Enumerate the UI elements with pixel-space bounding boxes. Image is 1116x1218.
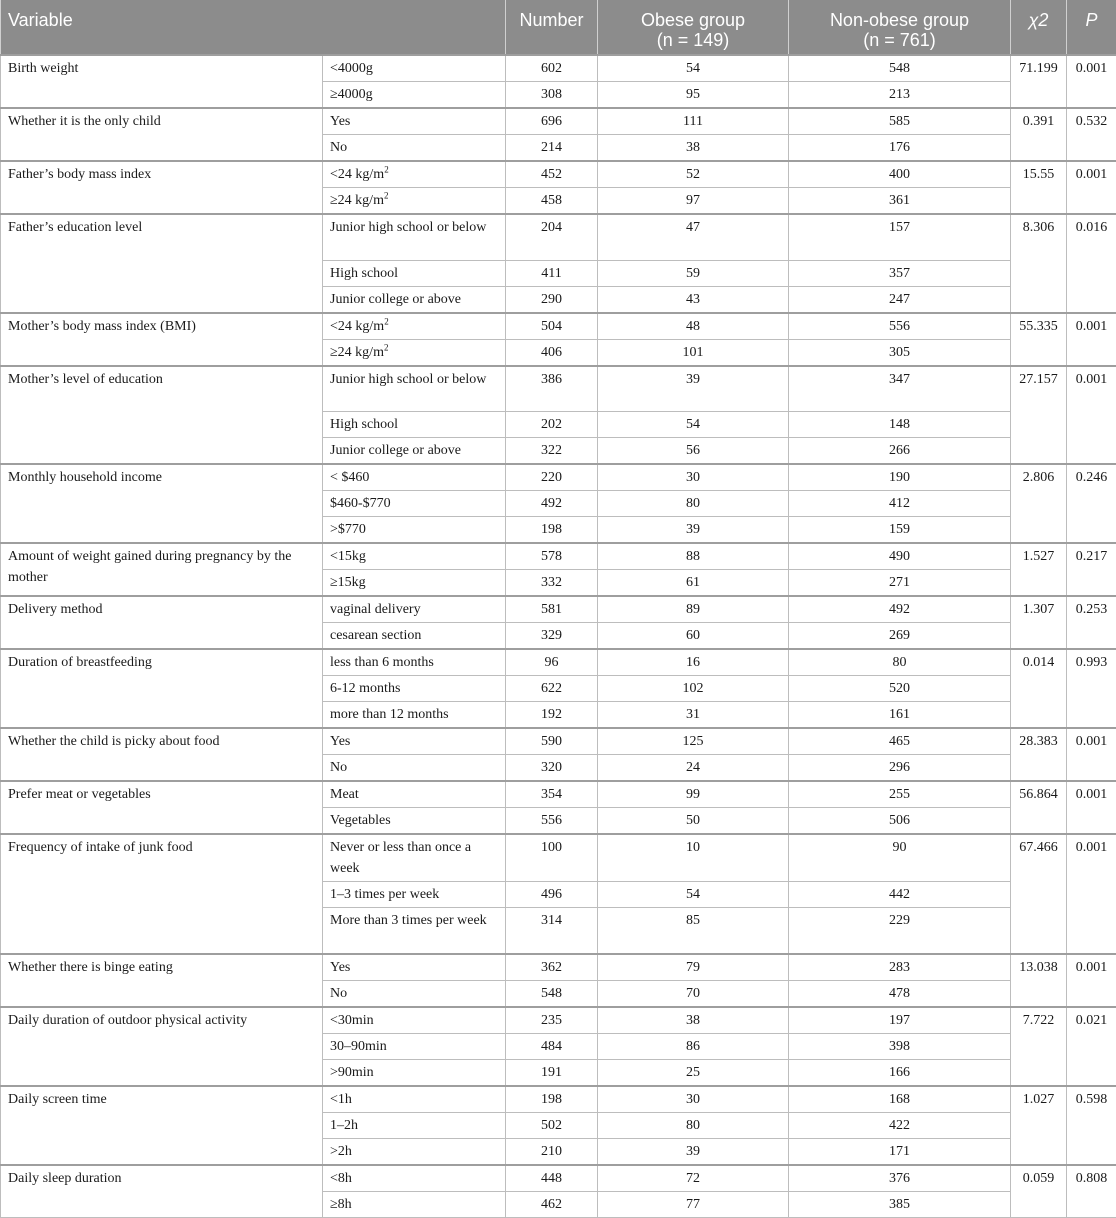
obese-cell: 72 — [598, 1165, 789, 1192]
number-cell: 548 — [506, 980, 598, 1007]
variable-cell: Father’s body mass index — [1, 161, 323, 214]
table-row — [1, 781, 1116, 808]
nonobese-cell: 80 — [789, 649, 1011, 676]
chi2-cell: 71.199 — [1011, 55, 1067, 108]
chi2-cell: 13.038 — [1011, 954, 1067, 1007]
number-cell: 602 — [506, 55, 598, 82]
obese-cell: 48 — [598, 313, 789, 340]
header-nonobese-n: (n = 761) — [863, 30, 936, 50]
nonobese-cell: 465 — [789, 728, 1011, 755]
level-cell — [323, 834, 506, 882]
level-cell — [323, 676, 506, 702]
obese-cell: 25 — [598, 1059, 789, 1086]
table-row — [1, 108, 1116, 135]
level-label: >2h — [330, 1144, 352, 1159]
p-value-cell: 0.246 — [1067, 464, 1116, 543]
level-label: < $460 — [330, 470, 369, 485]
nonobese-cell: 161 — [789, 702, 1011, 729]
number-cell: 100 — [506, 834, 598, 882]
chi2-cell: 7.722 — [1011, 1007, 1067, 1086]
number-cell: 329 — [506, 623, 598, 650]
header-chi2 — [1011, 0, 1067, 55]
number-cell: 320 — [506, 755, 598, 782]
nonobese-cell: 398 — [789, 1033, 1011, 1059]
p-value-cell: 0.001 — [1067, 781, 1116, 834]
level-label: More than 3 times per week — [330, 913, 487, 928]
variable-cell: Mother’s level of education — [1, 366, 323, 465]
obese-cell: 56 — [598, 438, 789, 465]
number-cell: 322 — [506, 438, 598, 465]
chi2-cell: 27.157 — [1011, 366, 1067, 465]
p-value-cell: 0.808 — [1067, 1165, 1116, 1218]
nonobese-cell: 520 — [789, 676, 1011, 702]
level-cell — [323, 649, 506, 676]
nonobese-cell: 361 — [789, 188, 1011, 215]
obese-cell: 54 — [598, 55, 789, 82]
number-cell: 290 — [506, 286, 598, 313]
variable-cell: Whether the child is picky about food — [1, 728, 323, 781]
number-cell: 502 — [506, 1112, 598, 1138]
obese-cell: 30 — [598, 464, 789, 491]
nonobese-cell: 305 — [789, 339, 1011, 366]
level-superscript: 2 — [384, 316, 389, 326]
variable-cell: Birth weight — [1, 55, 323, 108]
nonobese-cell: 247 — [789, 286, 1011, 313]
level-cell — [323, 808, 506, 835]
number-cell: 696 — [506, 108, 598, 135]
level-cell — [323, 543, 506, 570]
nonobese-cell: 492 — [789, 596, 1011, 623]
level-cell — [323, 908, 506, 954]
obese-cell: 99 — [598, 781, 789, 808]
nonobese-cell: 229 — [789, 908, 1011, 954]
obese-cell: 38 — [598, 1007, 789, 1034]
obese-cell: 86 — [598, 1033, 789, 1059]
level-label: High school — [330, 417, 398, 432]
table-body — [1, 55, 1116, 1217]
chi2-cell: 67.466 — [1011, 834, 1067, 954]
number-cell: 622 — [506, 676, 598, 702]
level-cell — [323, 570, 506, 597]
number-cell: 581 — [506, 596, 598, 623]
obese-cell: 38 — [598, 135, 789, 162]
nonobese-cell: 283 — [789, 954, 1011, 981]
level-cell — [323, 260, 506, 286]
number-cell: 411 — [506, 260, 598, 286]
nonobese-cell: 548 — [789, 55, 1011, 82]
table-row — [1, 464, 1116, 491]
nonobese-cell: 442 — [789, 882, 1011, 908]
level-label: Junior college or above — [330, 292, 461, 307]
level-label: Yes — [330, 960, 350, 975]
table-row — [1, 161, 1116, 188]
level-cell — [323, 55, 506, 82]
number-cell: 192 — [506, 702, 598, 729]
level-cell — [323, 366, 506, 412]
header-nonobese-group — [789, 0, 1011, 55]
p-value-cell: 0.532 — [1067, 108, 1116, 161]
obese-cell: 125 — [598, 728, 789, 755]
obese-cell: 61 — [598, 570, 789, 597]
level-cell — [323, 491, 506, 517]
number-cell: 448 — [506, 1165, 598, 1192]
obese-cell: 80 — [598, 1112, 789, 1138]
obese-cell: 52 — [598, 161, 789, 188]
chi2-cell: 28.383 — [1011, 728, 1067, 781]
table-row — [1, 1165, 1116, 1192]
nonobese-cell: 269 — [789, 623, 1011, 650]
nonobese-cell: 168 — [789, 1086, 1011, 1113]
level-cell — [323, 980, 506, 1007]
nonobese-cell: 385 — [789, 1191, 1011, 1217]
number-cell: 556 — [506, 808, 598, 835]
level-label: Junior college or above — [330, 443, 461, 458]
table-row — [1, 596, 1116, 623]
obese-cell: 89 — [598, 596, 789, 623]
level-label: vaginal delivery — [330, 602, 421, 617]
level-label: ≥8h — [330, 1197, 352, 1212]
obese-cell: 88 — [598, 543, 789, 570]
obese-cell: 43 — [598, 286, 789, 313]
table-row — [1, 366, 1116, 412]
level-cell — [323, 108, 506, 135]
p-value-cell: 0.217 — [1067, 543, 1116, 596]
chi2-cell: 15.55 — [1011, 161, 1067, 214]
number-cell: 191 — [506, 1059, 598, 1086]
level-label: ≥4000g — [330, 87, 373, 102]
nonobese-cell: 90 — [789, 834, 1011, 882]
number-cell: 406 — [506, 339, 598, 366]
level-label: >$770 — [330, 522, 366, 537]
level-label: <30min — [330, 1013, 374, 1028]
level-label: <24 kg/m — [330, 319, 384, 334]
number-cell: 362 — [506, 954, 598, 981]
level-cell — [323, 412, 506, 438]
level-label: 1–2h — [330, 1118, 358, 1133]
level-label: less than 6 months — [330, 655, 434, 670]
level-cell — [323, 1165, 506, 1192]
number-cell: 578 — [506, 543, 598, 570]
number-cell: 314 — [506, 908, 598, 954]
p-value-cell: 0.016 — [1067, 214, 1116, 313]
level-label: cesarean section — [330, 628, 421, 643]
level-cell — [323, 1033, 506, 1059]
nonobese-cell: 213 — [789, 82, 1011, 109]
variable-cell: Duration of breastfeeding — [1, 649, 323, 728]
p-value-cell: 0.021 — [1067, 1007, 1116, 1086]
level-label: No — [330, 140, 347, 155]
nonobese-cell: 176 — [789, 135, 1011, 162]
level-cell — [323, 623, 506, 650]
nonobese-cell: 190 — [789, 464, 1011, 491]
nonobese-cell: 357 — [789, 260, 1011, 286]
table-row — [1, 214, 1116, 260]
variable-cell: Frequency of intake of junk food — [1, 834, 323, 954]
header-p-label: P — [1085, 10, 1097, 30]
number-cell: 202 — [506, 412, 598, 438]
variable-cell: Prefer meat or vegetables — [1, 781, 323, 834]
level-cell — [323, 161, 506, 188]
number-cell: 496 — [506, 882, 598, 908]
nonobese-cell: 556 — [789, 313, 1011, 340]
p-value-cell: 0.993 — [1067, 649, 1116, 728]
obese-cell: 85 — [598, 908, 789, 954]
level-label: Junior high school or below — [330, 220, 486, 235]
level-label: Vegetables — [330, 813, 391, 828]
nonobese-cell: 422 — [789, 1112, 1011, 1138]
table-row — [1, 543, 1116, 570]
level-cell — [323, 882, 506, 908]
obese-cell: 95 — [598, 82, 789, 109]
number-cell: 462 — [506, 1191, 598, 1217]
level-cell — [323, 464, 506, 491]
level-label: more than 12 months — [330, 707, 449, 722]
header-chi2-label: χ2 — [1029, 10, 1049, 30]
nonobese-cell: 266 — [789, 438, 1011, 465]
variable-cell: Delivery method — [1, 596, 323, 649]
level-superscript: 2 — [384, 342, 389, 352]
obese-cell: 59 — [598, 260, 789, 286]
obese-cell: 70 — [598, 980, 789, 1007]
number-cell: 492 — [506, 491, 598, 517]
level-cell — [323, 517, 506, 544]
table-row — [1, 1007, 1116, 1034]
level-cell — [323, 313, 506, 340]
table-row — [1, 1086, 1116, 1113]
level-label: Yes — [330, 734, 350, 749]
obese-cell: 39 — [598, 1138, 789, 1165]
nonobese-cell: 400 — [789, 161, 1011, 188]
chi2-cell: 55.335 — [1011, 313, 1067, 366]
nonobese-cell: 166 — [789, 1059, 1011, 1086]
nonobese-cell: 506 — [789, 808, 1011, 835]
variable-cell: Daily screen time — [1, 1086, 323, 1165]
header-variable: Variable — [1, 0, 506, 55]
nonobese-cell: 412 — [789, 491, 1011, 517]
number-cell: 214 — [506, 135, 598, 162]
level-label: <24 kg/m — [330, 167, 384, 182]
number-cell: 590 — [506, 728, 598, 755]
number-cell: 96 — [506, 649, 598, 676]
number-cell: 452 — [506, 161, 598, 188]
variable-cell: Daily sleep duration — [1, 1165, 323, 1218]
nonobese-cell: 197 — [789, 1007, 1011, 1034]
obese-cell: 54 — [598, 412, 789, 438]
level-cell — [323, 1138, 506, 1165]
level-cell — [323, 755, 506, 782]
number-cell: 198 — [506, 517, 598, 544]
nonobese-cell: 171 — [789, 1138, 1011, 1165]
variable-cell: Daily duration of outdoor physical activity — [1, 1007, 323, 1086]
chi2-cell: 0.391 — [1011, 108, 1067, 161]
obese-cell: 77 — [598, 1191, 789, 1217]
nonobese-cell: 376 — [789, 1165, 1011, 1192]
header-obese-group — [598, 0, 789, 55]
obese-cell: 24 — [598, 755, 789, 782]
obese-cell: 39 — [598, 517, 789, 544]
p-value-cell: 0.001 — [1067, 834, 1116, 954]
level-label: >90min — [330, 1065, 374, 1080]
obese-cell: 79 — [598, 954, 789, 981]
nonobese-cell: 347 — [789, 366, 1011, 412]
number-cell: 220 — [506, 464, 598, 491]
nonobese-cell: 148 — [789, 412, 1011, 438]
chi2-cell: 0.059 — [1011, 1165, 1067, 1218]
obese-cell: 31 — [598, 702, 789, 729]
obese-cell: 102 — [598, 676, 789, 702]
level-cell — [323, 1112, 506, 1138]
header-row — [1, 0, 1116, 55]
number-cell: 308 — [506, 82, 598, 109]
nonobese-cell: 490 — [789, 543, 1011, 570]
nonobese-cell: 157 — [789, 214, 1011, 260]
level-cell — [323, 1086, 506, 1113]
level-label: <4000g — [330, 61, 373, 76]
level-label: 1–3 times per week — [330, 887, 439, 902]
number-cell: 386 — [506, 366, 598, 412]
p-value-cell: 0.598 — [1067, 1086, 1116, 1165]
p-value-cell: 0.253 — [1067, 596, 1116, 649]
nonobese-cell: 271 — [789, 570, 1011, 597]
nonobese-cell: 478 — [789, 980, 1011, 1007]
obese-cell: 60 — [598, 623, 789, 650]
level-cell — [323, 781, 506, 808]
level-label: <15kg — [330, 549, 366, 564]
number-cell: 484 — [506, 1033, 598, 1059]
level-cell — [323, 214, 506, 260]
table-row — [1, 834, 1116, 882]
table-header — [1, 0, 1116, 55]
level-cell — [323, 728, 506, 755]
level-label: 30–90min — [330, 1039, 387, 1054]
chi2-cell: 1.027 — [1011, 1086, 1067, 1165]
table-row — [1, 728, 1116, 755]
level-cell — [323, 1059, 506, 1086]
obese-cell: 97 — [598, 188, 789, 215]
variable-cell: Whether it is the only child — [1, 108, 323, 161]
level-label: <8h — [330, 1171, 352, 1186]
table-row — [1, 649, 1116, 676]
variable-cell: Whether there is binge eating — [1, 954, 323, 1007]
level-superscript: 2 — [384, 190, 389, 200]
level-label: ≥15kg — [330, 575, 366, 590]
obese-cell: 30 — [598, 1086, 789, 1113]
header-number: Number — [506, 0, 598, 55]
p-value-cell: 0.001 — [1067, 728, 1116, 781]
p-value-cell: 0.001 — [1067, 954, 1116, 1007]
level-label: ≥24 kg/m — [330, 193, 384, 208]
chi2-cell: 2.806 — [1011, 464, 1067, 543]
p-value-cell: 0.001 — [1067, 366, 1116, 465]
chi2-cell: 1.527 — [1011, 543, 1067, 596]
nonobese-cell: 159 — [789, 517, 1011, 544]
variable-cell: Mother’s body mass index (BMI) — [1, 313, 323, 366]
chi2-cell: 8.306 — [1011, 214, 1067, 313]
nonobese-cell: 585 — [789, 108, 1011, 135]
obese-cell: 54 — [598, 882, 789, 908]
chi2-cell: 1.307 — [1011, 596, 1067, 649]
header-obese-label: Obese group — [641, 10, 745, 30]
number-cell: 210 — [506, 1138, 598, 1165]
number-cell: 198 — [506, 1086, 598, 1113]
number-cell: 332 — [506, 570, 598, 597]
number-cell: 354 — [506, 781, 598, 808]
p-value-cell: 0.001 — [1067, 55, 1116, 108]
number-cell: 204 — [506, 214, 598, 260]
number-cell: 458 — [506, 188, 598, 215]
level-label: <1h — [330, 1092, 352, 1107]
obese-cell: 10 — [598, 834, 789, 882]
number-cell: 504 — [506, 313, 598, 340]
level-cell — [323, 1191, 506, 1217]
level-label: Meat — [330, 787, 359, 802]
level-cell — [323, 1007, 506, 1034]
chi2-cell: 0.014 — [1011, 649, 1067, 728]
header-obese-n: (n = 149) — [657, 30, 730, 50]
level-cell — [323, 954, 506, 981]
table-row — [1, 55, 1116, 82]
level-cell — [323, 82, 506, 109]
level-cell — [323, 188, 506, 215]
chi2-cell: 56.864 — [1011, 781, 1067, 834]
variable-cell: Amount of weight gained during pregnancy by the mother — [1, 543, 323, 596]
level-label: 6-12 months — [330, 681, 400, 696]
header-nonobese-label: Non-obese group — [830, 10, 969, 30]
obese-cell: 47 — [598, 214, 789, 260]
obese-cell: 80 — [598, 491, 789, 517]
level-label: ≥24 kg/m — [330, 345, 384, 360]
level-cell — [323, 286, 506, 313]
obese-cell: 50 — [598, 808, 789, 835]
level-label: No — [330, 760, 347, 775]
nonobese-cell: 296 — [789, 755, 1011, 782]
level-cell — [323, 596, 506, 623]
level-cell — [323, 438, 506, 465]
obese-cell: 101 — [598, 339, 789, 366]
level-superscript: 2 — [384, 164, 389, 174]
level-label: High school — [330, 266, 398, 281]
level-cell — [323, 339, 506, 366]
header-p — [1067, 0, 1116, 55]
p-value-cell: 0.001 — [1067, 161, 1116, 214]
obese-cell: 39 — [598, 366, 789, 412]
p-value-cell: 0.001 — [1067, 313, 1116, 366]
variable-cell: Father’s education level — [1, 214, 323, 313]
level-label: Junior high school or below — [330, 372, 486, 387]
level-label: $460-$770 — [330, 496, 391, 511]
level-label: No — [330, 986, 347, 1001]
number-cell: 235 — [506, 1007, 598, 1034]
obese-cell: 16 — [598, 649, 789, 676]
table-row — [1, 954, 1116, 981]
level-cell — [323, 135, 506, 162]
table-row — [1, 313, 1116, 340]
nonobese-cell: 255 — [789, 781, 1011, 808]
level-label: Never or less than once a week — [330, 840, 471, 876]
variable-cell: Monthly household income — [1, 464, 323, 543]
level-label: Yes — [330, 114, 350, 129]
obese-cell: 111 — [598, 108, 789, 135]
level-cell — [323, 702, 506, 729]
